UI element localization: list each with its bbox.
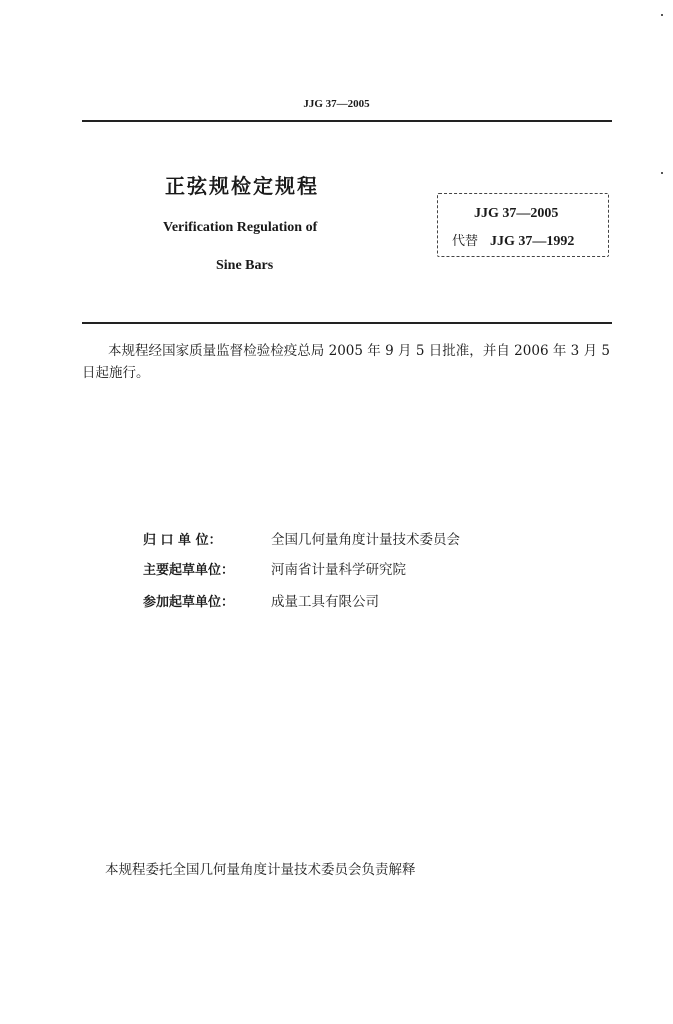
org-row-main-drafter — [143, 558, 406, 578]
approval-paragraph: 本规程经国家质量监督检验检疫总局 2005 年 9 月 5 日批准，并自 2006 年 3 月 5 日起施行。 — [82, 343, 610, 381]
org-value: 成量工具有限公司 — [271, 594, 379, 610]
replaces-line — [452, 230, 574, 250]
org-label: 归 口 单 位： — [143, 533, 222, 548]
document-code-header: JJG 37—2005 — [303, 98, 370, 110]
org-label: 主要起草单位： — [143, 563, 235, 578]
top-divider — [82, 120, 612, 122]
scan-speck — [661, 14, 663, 16]
replaced-code: JJG 37—1992 — [490, 234, 575, 249]
org-row-centralized — [143, 528, 460, 548]
org-value: 河南省计量科学研究院 — [271, 562, 406, 578]
replaces-label: 代替 — [452, 234, 479, 249]
scan-speck — [661, 172, 663, 174]
title-english-line2: Sine Bars — [216, 258, 274, 273]
current-code: JJG 37—2005 — [474, 206, 559, 221]
org-value: 全国几何量角度计量技术委员会 — [271, 532, 460, 548]
org-label: 参加起草单位： — [143, 595, 235, 610]
interpretation-note: 本规程委托全国几何量角度计量技术委员会负责解释 — [105, 862, 416, 878]
title-english-line1: Verification Regulation of — [163, 220, 318, 235]
bottom-divider — [82, 322, 612, 324]
org-row-participating-drafter — [143, 590, 379, 610]
title-chinese: 正弦规检定规程 — [165, 174, 319, 198]
